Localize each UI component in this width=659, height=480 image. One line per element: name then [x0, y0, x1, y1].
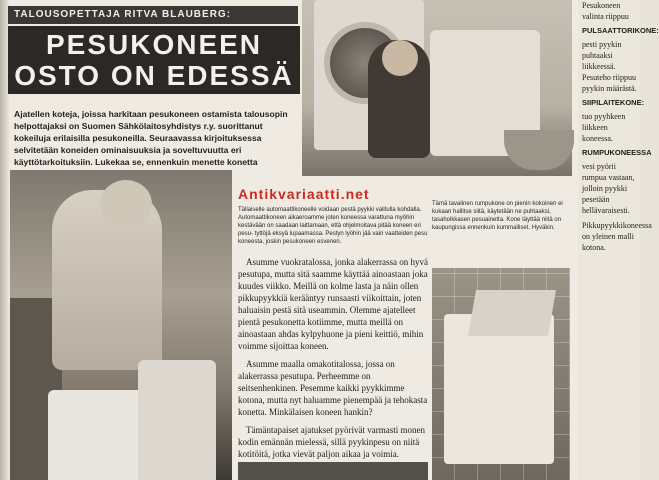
side-paragraph-2: pesti pyykin puhtaaksi liikkeessä. Pesuteho riippuu pyykin määrästä.: [582, 40, 637, 93]
side-paragraph-1: Pesukoneen valinta riippuu: [582, 1, 629, 21]
bottom-photo-strip: [238, 462, 428, 480]
washer-unit: [444, 314, 554, 464]
article-body: [238, 256, 428, 466]
side-paragraph-5: Pikkupyykkikoneessa on yleinen malli kotona.: [582, 221, 652, 252]
article-headline: [8, 26, 300, 94]
body-paragraph-1: Asumme vuokratalossa, jonka alakerrassa on hyvä pesutupa, mutta sitä saamme käyttää ainoastaan joka kuudes viikko. Meillä on kolme lasta ja näin ollen pikkupyykkiä kerääntyy runsaasti viikoittain, joten haluaisin pestä sitä useammin. Olemme ajatelleet pientä pesukonetta kotiimme, mutta meillä on ainoastaan ahdas kylpyhuone ja pieni keittiö, mihin voimme sijoittaa koneen.: [238, 257, 428, 351]
side-heading-1: PULSAATTORIKONE:: [582, 26, 659, 35]
watermark-text: Antikvariaatti.net: [238, 186, 370, 202]
body-paragraph-3: Tämäntapaiset ajatukset pyörivät varmasti monen kodin emännän mielessä, sillä pyykinpesu on niitä kotitöitä, jotka vievät paljon aikaa ja voimia.: [238, 425, 425, 459]
woman-head: [100, 180, 152, 228]
side-heading-2: SIIPILAITEKONE:: [582, 98, 645, 107]
laundry-basket: [504, 130, 574, 170]
washer-lid: [468, 290, 556, 336]
body-paragraph-2: Asumme maalla omakotitalossa, jossa on alakerrassa pesutupa. Perheemme on seitsenhenkinen. Pesemme kaikki pyykkimme kotona, mutta nyt haluamme pienempää ja tehokasta konetta. Minkälaisen koneen hankin?: [238, 359, 428, 417]
photo-boy-washing-machine: [302, 0, 572, 176]
headline-line-2: OSTO ON EDESSÄ: [14, 60, 294, 91]
spin-dryer: [138, 360, 216, 480]
photo-woman-laundry: [10, 170, 232, 480]
photo-caption-right: Tämä tavalinen rumpukone on pienin kokoinen ei kukaan hallitse siitä, käytetään ne puhtaaksi, tasahoikkasen pesuainetta. Kone täyttää niitä on kaupungissa ennenkuin kummalliset. Hyväkin.: [432, 201, 563, 231]
boy-head: [382, 40, 418, 76]
headline-line-1: PESUKONEEN: [45, 29, 263, 60]
side-column: [578, 0, 659, 480]
side-heading-3: RUMPUKONEESSA: [582, 148, 652, 157]
side-paragraph-3: tuo pyyhkeen liikkeen koneessa.: [582, 112, 626, 143]
article-intro: Ajatellen koteja, joissa harkitaan pesukoneen ostamista talousopin helpottajaksi on Suomen Sähkölaitosyhdistys r.y. suorittanut kokeiluja erilaisilla pesukoneilla. Seuraavassa kirjoituksessa selvitetään koneiden ominaisuuksia ja soveltuvuutta eri käyttötarkoituksiin. Lukekaa se, ennenkuin menette konetta: [14, 109, 288, 167]
side-paragraph-4: vesi pyörii rumpua vastaan, jolloin pyykki pesetään hellävaraisesti.: [582, 162, 635, 215]
small-washer: [48, 390, 144, 480]
photo-top-loader: [432, 268, 570, 480]
article-kicker: TALOUSOPETTAJA RITVA BLAUBERG:: [8, 6, 298, 24]
photo-caption-left: Tällaiselle automaattikoneelle voidaan pestä pyykki valitulla kohdalla. Automaattikoneen aikaeroamme joten koneessa varattuna myöhin kestävään on saadaan laittamaan, että ohjelmoitava pitää koneen eri pesu- tyttöjä eksyä lupaamassa. Pestyn lyöhin jää vain vaatteiden pesu koneesta, joskin pesukoneen esvenen.: [238, 207, 428, 245]
